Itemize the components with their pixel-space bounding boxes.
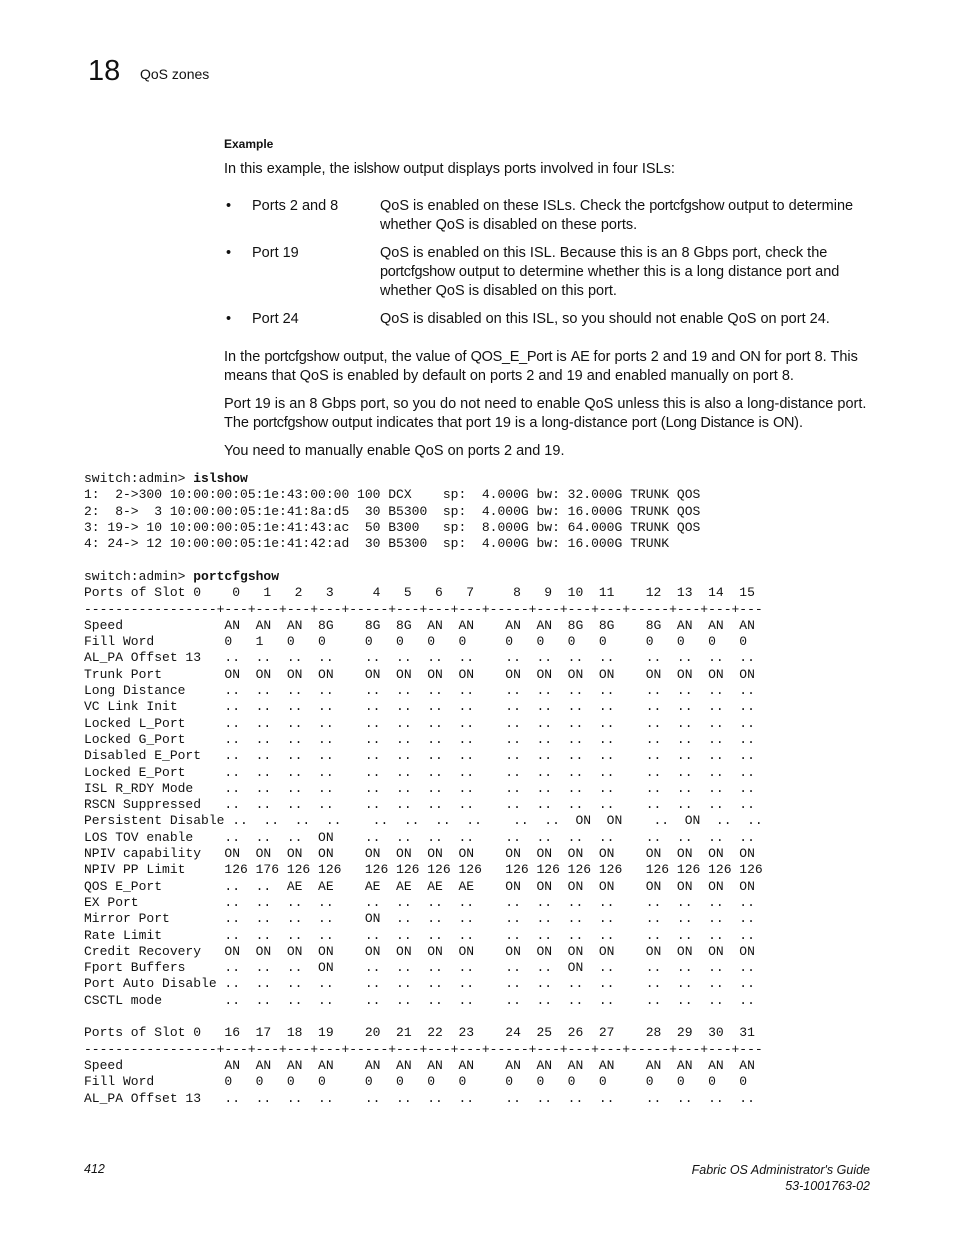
- output-line: AL_PA Offset 13 .. .. .. .. .. .. .. .. .. .. .. .. .. .. .. ..: [84, 1090, 755, 1106]
- output-line: EX Port .. .. .. .. .. .. .. .. .. .. .. .. .. .. .. ..: [84, 894, 755, 910]
- output-line: NPIV capability ON ON ON ON ON ON ON ON ON ON ON ON ON ON ON ON: [84, 846, 755, 862]
- paragraph-port-19: Port 19 is an 8 Gbps port, so you do not need to enable QoS unless this is also a long-distance port. The portcfgshow output indicates that port 19 is a long-distance port (Long Distance is ON).: [224, 396, 867, 431]
- output-line: Port Auto Disable .. .. .. .. .. .. .. .. .. .. .. .. .. .. .. ..: [84, 976, 755, 992]
- paragraph-manual-enable: You need to manually enable QoS on ports 2 and 19.: [224, 443, 565, 459]
- output-line: Credit Recovery ON ON ON ON ON ON ON ON ON ON ON ON ON ON ON ON: [84, 943, 755, 959]
- output-line: AL_PA Offset 13 .. .. .. .. .. .. .. .. .. .. .. .. .. .. .. ..: [84, 650, 755, 666]
- output-line: Speed AN AN AN AN AN AN AN AN AN AN AN AN AN AN AN AN: [84, 1057, 755, 1073]
- chapter-number: 18: [88, 55, 121, 87]
- portcfgshow-output: [84, 569, 763, 1107]
- output-line: Locked E_Port .. .. .. .. .. .. .. .. .. .. .. .. .. .. .. ..: [84, 764, 755, 780]
- footer-doc-info: [692, 1162, 870, 1194]
- bullet-description: QoS is enabled on this ISL. Because this is an 8 Gbps port, check the portcfgshow output to determine whether this is a long distance port and whether QoS is disabled on this port.: [380, 245, 840, 299]
- output-line: RSCN Suppressed .. .. .. .. .. .. .. .. .. .. .. .. .. .. .. ..: [84, 797, 755, 813]
- output-line: Disabled E_Port .. .. .. .. .. .. .. .. .. .. .. .. .. .. .. ..: [84, 748, 755, 764]
- bullet-dot: •: [226, 311, 232, 327]
- bullet-item: [224, 197, 874, 237]
- output-line: Fill Word 0 0 0 0 0 0 0 0 0 0 0 0 0 0 0 0: [84, 1074, 748, 1090]
- output-line: LOS TOV enable .. .. .. ON .. .. .. .. .. .. .. .. .. .. .. ..: [84, 829, 755, 845]
- output-line: 3: 19-> 10 10:00:00:05:1e:41:43:ac 50 B300 sp: 8.000G bw: 64.000G TRUNK QOS: [84, 519, 701, 535]
- output-line: VC Link Init .. .. .. .. .. .. .. .. .. .. .. .. .. .. .. ..: [84, 699, 755, 715]
- doc-number: 53-1001763-02: [785, 1179, 870, 1193]
- bullet-dot: •: [226, 245, 232, 261]
- output-line: QOS E_Port .. .. AE AE AE AE AE AE ON ON ON ON ON ON ON ON: [84, 878, 755, 894]
- page-number: 412: [84, 1162, 105, 1176]
- paragraph-qos-values: In the portcfgshow output, the value of QOS_E_Port is AE for ports 2 and 19 and ON for port 8. This means that QoS is enabled by default on ports 2 and 19 and enabled manually on port 8.: [224, 349, 858, 384]
- bullet-description: QoS is enabled on these ISLs. Check the portcfgshow output to determine whether QoS is disabled on these ports.: [380, 198, 854, 233]
- example-heading: Example: [224, 137, 274, 151]
- command-name: portcfgshow: [193, 569, 280, 584]
- output-line: Fill Word 0 1 0 0 0 0 0 0 0 0 0 0 0 0 0 0: [84, 634, 748, 650]
- doc-title: Fabric OS Administrator's Guide: [691, 1163, 870, 1177]
- prompt: switch:admin>: [84, 569, 194, 584]
- output-line: CSCTL mode .. .. .. .. .. .. .. .. .. .. .. .. .. .. .. ..: [84, 992, 755, 1008]
- bullet-dot: •: [226, 198, 232, 214]
- output-line: Fport Buffers .. .. .. ON .. .. .. .. .. .. ON .. .. .. .. ..: [84, 960, 755, 976]
- bullet-description: QoS is disabled on this ISL, so you should not enable QoS on port 24.: [380, 311, 830, 327]
- islshow-output: [84, 471, 700, 552]
- chapter-title: QoS zones: [140, 66, 210, 82]
- intro-paragraph: In this example, the islshow output displays ports involved in four ISLs:: [224, 161, 675, 177]
- output-line: 1: 2->300 10:00:00:05:1e:43:00:00 100 DCX sp: 4.000G bw: 32.000G TRUNK QOS: [84, 487, 701, 503]
- output-line: Speed AN AN AN 8G 8G 8G AN AN AN AN 8G 8G 8G AN AN AN: [84, 617, 755, 633]
- output-line: -----------------+---+---+---+---+-----+---+---+---+-----+---+---+---+-----+---+---+---: [84, 601, 763, 617]
- output-line: 2: 8-> 3 10:00:00:05:1e:41:8a:d5 30 B5300 sp: 4.000G bw: 16.000G TRUNK QOS: [84, 503, 701, 519]
- output-line: Locked G_Port .. .. .. .. .. .. .. .. .. .. .. .. .. .. .. ..: [84, 731, 755, 747]
- output-line: Long Distance .. .. .. .. .. .. .. .. .. .. .. .. .. .. .. ..: [84, 683, 755, 699]
- output-line: Locked L_Port .. .. .. .. .. .. .. .. .. .. .. .. .. .. .. ..: [84, 715, 755, 731]
- bullet-label: Port 24: [252, 311, 299, 327]
- bullet-label: Ports 2 and 8: [252, 198, 339, 214]
- bullet-item: [224, 244, 874, 304]
- output-line: Mirror Port .. .. .. .. ON .. .. .. .. .. .. .. .. .. .. ..: [84, 911, 755, 927]
- command-name: islshow: [193, 471, 248, 486]
- output-line: Persistent Disable .. .. .. .. .. .. .. .. .. .. ON ON .. ON .. ..: [84, 813, 763, 829]
- prompt: switch:admin>: [84, 471, 194, 486]
- output-line: Ports of Slot 0 16 17 18 19 20 21 22 23 24 25 26 27 28 29 30 31: [84, 1025, 755, 1041]
- output-line: Trunk Port ON ON ON ON ON ON ON ON ON ON ON ON ON ON ON ON: [84, 666, 755, 682]
- output-line: NPIV PP Limit 126 176 126 126 126 126 126 126 126 126 126 126 126 126 126 126: [84, 862, 763, 878]
- bullet-item: [224, 310, 874, 330]
- command-name: islshow: [353, 161, 400, 177]
- output-line: 4: 24-> 12 10:00:00:05:1e:41:42:ad 30 B5300 sp: 4.000G bw: 16.000G TRUNK: [84, 536, 670, 552]
- output-line: Ports of Slot 0 0 1 2 3 4 5 6 7 8 9 10 11 12 13 14 15: [84, 585, 755, 601]
- bullet-label: Port 19: [252, 245, 299, 261]
- output-line: Rate Limit .. .. .. .. .. .. .. .. .. .. .. .. .. .. .. ..: [84, 927, 755, 943]
- output-line: ISL R_RDY Mode .. .. .. .. .. .. .. .. .. .. .. .. .. .. .. ..: [84, 780, 755, 796]
- output-line: -----------------+---+---+---+---+-----+---+---+---+-----+---+---+---+-----+---+---+---: [84, 1041, 763, 1057]
